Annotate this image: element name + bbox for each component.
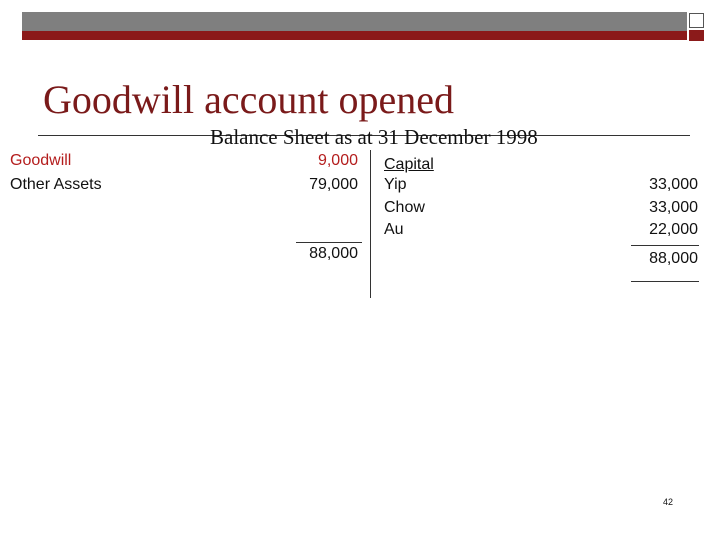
page-number: 42 (663, 497, 674, 507)
right-label-chow: Chow (384, 199, 425, 216)
header-bar-gray (22, 12, 687, 31)
header-square-filled (689, 30, 704, 41)
right-amount-chow: 33,000 (649, 199, 698, 216)
balance-sheet-title: Balance Sheet as at 31 December 1998 (210, 125, 538, 149)
right-label-yip: Yip (384, 176, 407, 193)
right-total-double-rule (631, 281, 699, 282)
left-total: 88,000 (309, 245, 358, 262)
left-label-goodwill: Goodwill (10, 152, 72, 169)
left-amount-other-assets: 79,000 (309, 176, 358, 193)
t-account-divider (370, 150, 371, 298)
slide-title: Goodwill account opened (43, 77, 454, 122)
right-total: 88,000 (649, 250, 698, 267)
right-amount-yip: 33,000 (649, 176, 698, 193)
right-heading-capital: Capital (384, 156, 434, 173)
right-amount-au: 22,000 (649, 221, 698, 238)
left-amount-goodwill: 9,000 (317, 152, 358, 169)
header-bar-red (22, 31, 687, 40)
left-total-rule (296, 242, 362, 243)
header-square-outline (689, 13, 704, 28)
right-total-rule (631, 245, 699, 246)
right-label-au: Au (384, 221, 404, 238)
left-label-other-assets: Other Assets (10, 176, 102, 193)
